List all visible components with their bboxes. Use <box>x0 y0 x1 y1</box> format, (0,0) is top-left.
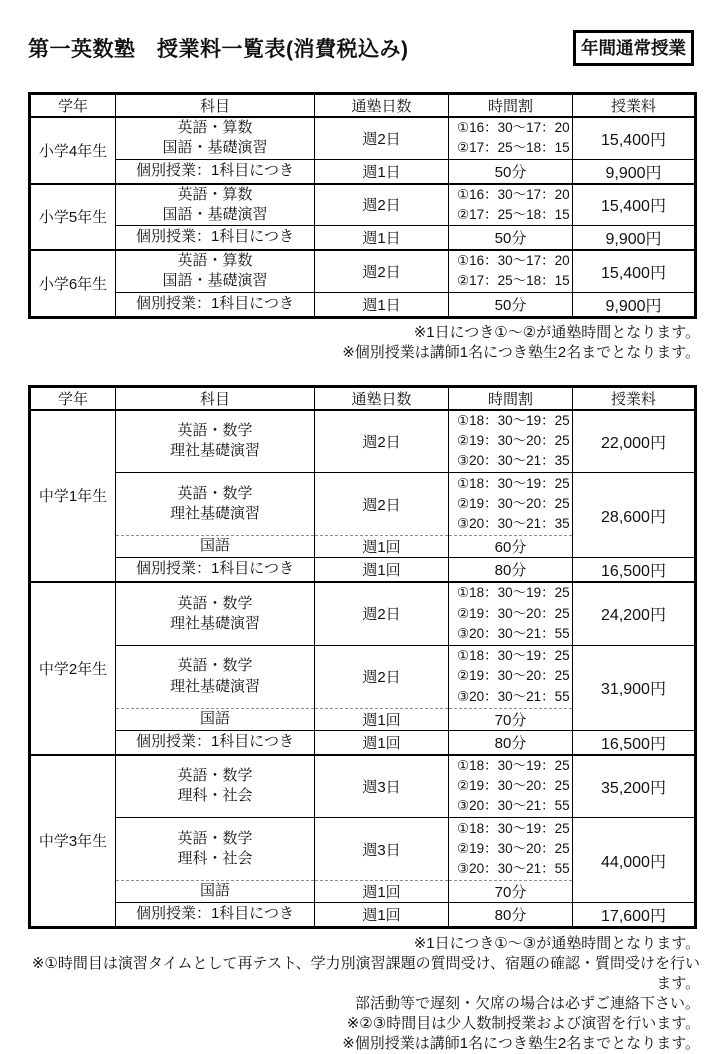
price-cell: 9,900円 <box>573 226 696 251</box>
subject-cell <box>116 184 315 226</box>
duration-cell: 70分 <box>449 708 573 730</box>
subject-cell: 個別授業：1科目につき <box>116 292 315 317</box>
duration-cell: 50分 <box>449 226 573 251</box>
time-slot: ②19：30～20：25 <box>457 433 570 449</box>
note-line: ※個別授業は講師1名につき塾生2名までとなります。 <box>342 1035 700 1052</box>
schedule-cell <box>449 755 573 818</box>
subject-line: 理社基礎演習 <box>169 677 260 695</box>
grade-cell: 中学3年生 <box>30 755 116 928</box>
days-cell: 週1回 <box>315 730 449 755</box>
duration-cell: 80分 <box>449 558 573 583</box>
column-header-subject: 科目 <box>116 94 315 118</box>
subject-cell <box>116 755 315 818</box>
time-slot: ②17：25～18：15 <box>457 206 570 222</box>
table-row <box>30 645 696 708</box>
price-cell: 15,400円 <box>573 250 696 292</box>
table-row <box>30 117 696 159</box>
subject-line: 理科・社会 <box>177 787 253 805</box>
schedule-cell <box>449 250 573 292</box>
subject-line: 国語・基礎演習 <box>162 139 268 157</box>
days-cell: 週2日 <box>315 410 449 473</box>
price-cell: 15,400円 <box>573 184 696 226</box>
subject-line: 国語・基礎演習 <box>162 272 268 290</box>
table-row <box>30 755 696 818</box>
time-slot: ①18：30～19：25 <box>457 648 570 664</box>
table-row <box>30 410 696 473</box>
price-cell: 16,500円 <box>573 730 696 755</box>
time-slot: ②17：25～18：15 <box>457 140 570 156</box>
subject-line: 英語・数学 <box>177 657 253 675</box>
schedule-cell <box>449 473 573 536</box>
subject-cell <box>116 473 315 536</box>
time-slot: ①16：30～17：20 <box>457 120 570 135</box>
time-slot: ②19：30～20：25 <box>457 668 570 684</box>
table-row <box>30 184 696 226</box>
note-line: 部活動等で遅刻・欠席の場合は必ずご連絡下さい。 <box>354 995 700 1012</box>
time-slot: ③20：30～21：55 <box>457 861 570 877</box>
price-cell: 15,400円 <box>573 117 696 159</box>
time-slot: ①16：30～17：20 <box>457 186 570 202</box>
days-cell: 週1回 <box>315 881 449 903</box>
days-cell: 週2日 <box>315 645 449 708</box>
duration-cell: 50分 <box>449 292 573 317</box>
days-cell: 週2日 <box>315 184 449 226</box>
subject-line: 国語・基礎演習 <box>162 205 268 223</box>
time-slot: ①18：30～19：25 <box>457 585 570 601</box>
subject-cell <box>116 410 315 473</box>
subject-line: 英語・算数 <box>177 252 253 269</box>
note-line: ※1日につき①～③が通塾時間となります。 <box>413 935 700 952</box>
grade-cell: 中学2年生 <box>30 582 116 755</box>
price-cell: 35,200円 <box>573 755 696 818</box>
note-line: ※②③時間目は少人数制授業および演習を行います。 <box>346 1015 700 1032</box>
column-header-subject: 科目 <box>116 386 315 410</box>
days-cell: 週3日 <box>315 755 449 818</box>
column-header-schedule: 時間割 <box>449 94 573 118</box>
subject-cell: 個別授業：1科目につき <box>116 226 315 251</box>
schedule-cell <box>449 184 573 226</box>
subject-cell <box>116 117 315 159</box>
subject-line: 理社基礎演習 <box>169 442 260 460</box>
time-slot: ②19：30～20：25 <box>457 495 570 511</box>
days-cell: 週1回 <box>315 558 449 583</box>
schedule-cell <box>449 117 573 159</box>
elementary-notes <box>28 323 700 363</box>
price-cell: 22,000円 <box>573 410 696 473</box>
time-slot: ①18：30～19：25 <box>457 412 570 428</box>
duration-cell: 80分 <box>449 730 573 755</box>
days-cell: 週1回 <box>315 536 449 558</box>
days-cell: 週2日 <box>315 473 449 536</box>
days-cell: 週1日 <box>315 226 449 251</box>
price-cell: 9,900円 <box>573 292 696 317</box>
days-cell: 週1回 <box>315 708 449 730</box>
subject-cell: 個別授業：1科目につき <box>116 159 315 184</box>
days-cell: 週1日 <box>315 159 449 184</box>
note-line: ※①時間目は演習タイムとして再テスト、学力別演習課題の質問受け、宿題の確認・質問受けを行います。 <box>31 955 700 992</box>
grade-cell: 中学1年生 <box>30 410 116 583</box>
column-header-grade: 学年 <box>30 386 116 410</box>
days-cell: 週3日 <box>315 818 449 881</box>
duration-cell: 80分 <box>449 903 573 928</box>
subject-line: 英語・算数 <box>177 185 253 203</box>
subject-cell: 個別授業：1科目につき <box>116 558 315 583</box>
time-slot: ①18：30～19：25 <box>457 475 570 491</box>
table-header-row <box>30 386 696 410</box>
time-slot: ③20：30～21：35 <box>457 516 570 532</box>
table-row <box>30 818 696 881</box>
subject-line: 英語・数学 <box>177 484 253 502</box>
days-cell: 週1回 <box>315 903 449 928</box>
subject-line: 理社基礎演習 <box>169 614 260 632</box>
time-slot: ②17：25～18：15 <box>457 273 570 289</box>
table-row <box>30 159 696 184</box>
column-header-fee: 授業料 <box>573 94 696 118</box>
column-header-grade: 学年 <box>30 94 116 118</box>
subject-cell <box>116 645 315 708</box>
time-slot: ②19：30～20：25 <box>457 778 570 794</box>
subject-cell: 国語 <box>116 536 315 558</box>
time-slot: ③20：30～21：55 <box>457 625 570 641</box>
price-cell: 17,600円 <box>573 903 696 928</box>
duration-cell: 70分 <box>449 881 573 903</box>
time-slot: ③20：30～21：55 <box>457 798 570 814</box>
table-row <box>30 558 696 583</box>
grade-cell: 小学5年生 <box>30 184 116 251</box>
subject-cell <box>116 582 315 645</box>
junior-high-fee-table <box>28 385 697 930</box>
subject-cell <box>116 250 315 292</box>
duration-cell: 60分 <box>449 536 573 558</box>
table-row <box>30 903 696 928</box>
time-slot: ②19：30～20：25 <box>457 605 570 621</box>
price-cell: 16,500円 <box>573 558 696 583</box>
subject-line: 英語・数学 <box>177 767 253 784</box>
column-header-days: 通塾日数 <box>315 386 449 410</box>
table-row <box>30 473 696 536</box>
duration-cell: 50分 <box>449 159 573 184</box>
subject-cell: 国語 <box>116 708 315 730</box>
subject-line: 英語・算数 <box>177 119 253 136</box>
subject-line: 理社基礎演習 <box>169 505 260 522</box>
subject-cell: 個別授業：1科目につき <box>116 730 315 755</box>
days-cell: 週1日 <box>315 292 449 317</box>
subject-line: 英語・数学 <box>177 829 253 847</box>
days-cell: 週2日 <box>315 117 449 159</box>
price-cell: 28,600円 <box>573 473 696 558</box>
note-line: ※個別授業は講師1名につき塾生2名までとなります。 <box>342 343 700 361</box>
table-row <box>30 250 696 292</box>
column-header-schedule: 時間割 <box>449 386 573 410</box>
junior-high-notes <box>28 934 700 1054</box>
column-header-fee: 授業料 <box>573 386 696 410</box>
days-cell: 週2日 <box>315 582 449 645</box>
page-title: 第一英数塾 授業料一覧表(消費税込み) <box>28 38 409 61</box>
grade-cell: 小学4年生 <box>30 117 116 184</box>
table-row <box>30 582 696 645</box>
schedule-cell <box>449 410 573 473</box>
price-cell: 9,900円 <box>573 159 696 184</box>
note-line: ※1日につき①～②が通塾時間となります。 <box>413 323 700 341</box>
subject-cell: 国語 <box>116 881 315 903</box>
subject-cell <box>116 818 315 881</box>
column-header-days: 通塾日数 <box>315 94 449 118</box>
schedule-cell <box>449 582 573 645</box>
days-cell: 週2日 <box>315 250 449 292</box>
subject-line: 理科・社会 <box>177 850 253 867</box>
subject-line: 英語・数学 <box>177 422 253 439</box>
table-header-row <box>30 94 696 118</box>
annual-course-badge: 年間通常授業 <box>573 30 694 66</box>
grade-cell: 小学6年生 <box>30 250 116 317</box>
time-slot: ③20：30～21：55 <box>457 688 570 704</box>
time-slot: ③20：30～21：35 <box>457 453 570 469</box>
price-cell: 44,000円 <box>573 818 696 903</box>
table-row <box>30 292 696 317</box>
time-slot: ①18：30～19：25 <box>457 820 570 836</box>
price-cell: 24,200円 <box>573 582 696 645</box>
time-slot: ①16：30～17：20 <box>457 253 570 268</box>
time-slot: ①18：30～19：25 <box>457 757 570 773</box>
title-bar <box>28 30 694 66</box>
table-row <box>30 730 696 755</box>
elementary-fee-table <box>28 92 697 319</box>
schedule-cell <box>449 645 573 708</box>
table-row <box>30 226 696 251</box>
schedule-cell <box>449 818 573 881</box>
time-slot: ②19：30～20：25 <box>457 840 570 856</box>
subject-cell: 個別授業：1科目につき <box>116 903 315 928</box>
price-cell: 31,900円 <box>573 645 696 730</box>
subject-line: 英語・数学 <box>177 594 253 612</box>
